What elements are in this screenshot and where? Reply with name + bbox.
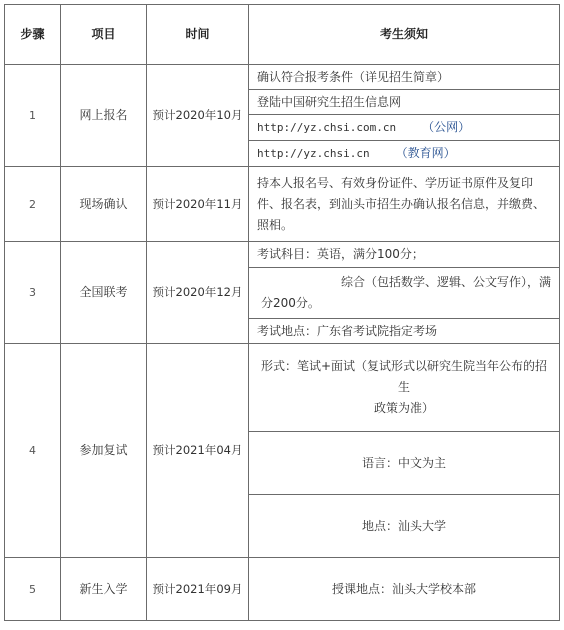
admission-steps-table bbox=[4, 4, 560, 621]
edu-net-tag: （教育网） bbox=[395, 146, 456, 160]
step-number: 2 bbox=[5, 167, 61, 242]
item-time: 预计2020年12月 bbox=[147, 242, 249, 344]
table-row bbox=[5, 242, 560, 268]
table-row bbox=[5, 167, 560, 242]
item-name: 参加复试 bbox=[61, 344, 147, 558]
header-time: 时间 bbox=[147, 5, 249, 65]
table-row bbox=[5, 558, 560, 621]
step-number: 4 bbox=[5, 344, 61, 558]
public-net-link[interactable]: http://yz.chsi.com.cn bbox=[257, 121, 397, 134]
note-line: 考试科目：英语，满分100分； bbox=[249, 242, 560, 268]
item-time: 预计2021年04月 bbox=[147, 344, 249, 558]
item-name: 现场确认 bbox=[61, 167, 147, 242]
item-name: 网上报名 bbox=[61, 65, 147, 167]
note-line: 地点：汕头大学 bbox=[249, 495, 560, 558]
step-number: 5 bbox=[5, 558, 61, 621]
public-net-tag: （公网） bbox=[422, 120, 471, 134]
note-block bbox=[249, 268, 560, 319]
note-line: 政策为准） bbox=[373, 401, 434, 415]
table-header-row bbox=[5, 5, 560, 65]
item-time: 预计2020年10月 bbox=[147, 65, 249, 167]
header-step: 步骤 bbox=[5, 5, 61, 65]
note-line: 语言：中文为主 bbox=[249, 432, 560, 495]
note-line: 考试地点：广东省考试院指定考场 bbox=[249, 319, 560, 344]
edu-net-link[interactable]: http://yz.chsi.cn bbox=[257, 147, 370, 160]
table-row bbox=[5, 344, 560, 432]
note-line: 持本人报名号、有效身份证件、学历证书原件及复印件、报名表，到汕头市招生办确认报名信息，并缴费、照相。 bbox=[249, 167, 560, 242]
note-line: 形式：笔试+面试（复试形式以研究生院当年公布的招生 bbox=[260, 359, 548, 394]
note-line: 登陆中国研究生招生信息网 bbox=[249, 90, 560, 115]
step-number: 1 bbox=[5, 65, 61, 167]
note-line: 分200分。 bbox=[261, 296, 320, 310]
item-time: 预计2021年09月 bbox=[147, 558, 249, 621]
note-link-cell bbox=[249, 115, 560, 141]
note-line: 授课地点：汕头大学校本部 bbox=[249, 558, 560, 621]
step-number: 3 bbox=[5, 242, 61, 344]
table-row bbox=[5, 65, 560, 90]
note-line: 确认符合报考条件（详见招生简章） bbox=[249, 65, 560, 90]
header-notes: 考生须知 bbox=[249, 5, 560, 65]
note-block bbox=[249, 344, 560, 432]
header-item: 项目 bbox=[61, 5, 147, 65]
note-line: 综合（包括数学、逻辑、公文写作），满 bbox=[340, 275, 551, 289]
item-time: 预计2020年11月 bbox=[147, 167, 249, 242]
item-name: 新生入学 bbox=[61, 558, 147, 621]
item-name: 全国联考 bbox=[61, 242, 147, 344]
note-link-cell bbox=[249, 141, 560, 167]
